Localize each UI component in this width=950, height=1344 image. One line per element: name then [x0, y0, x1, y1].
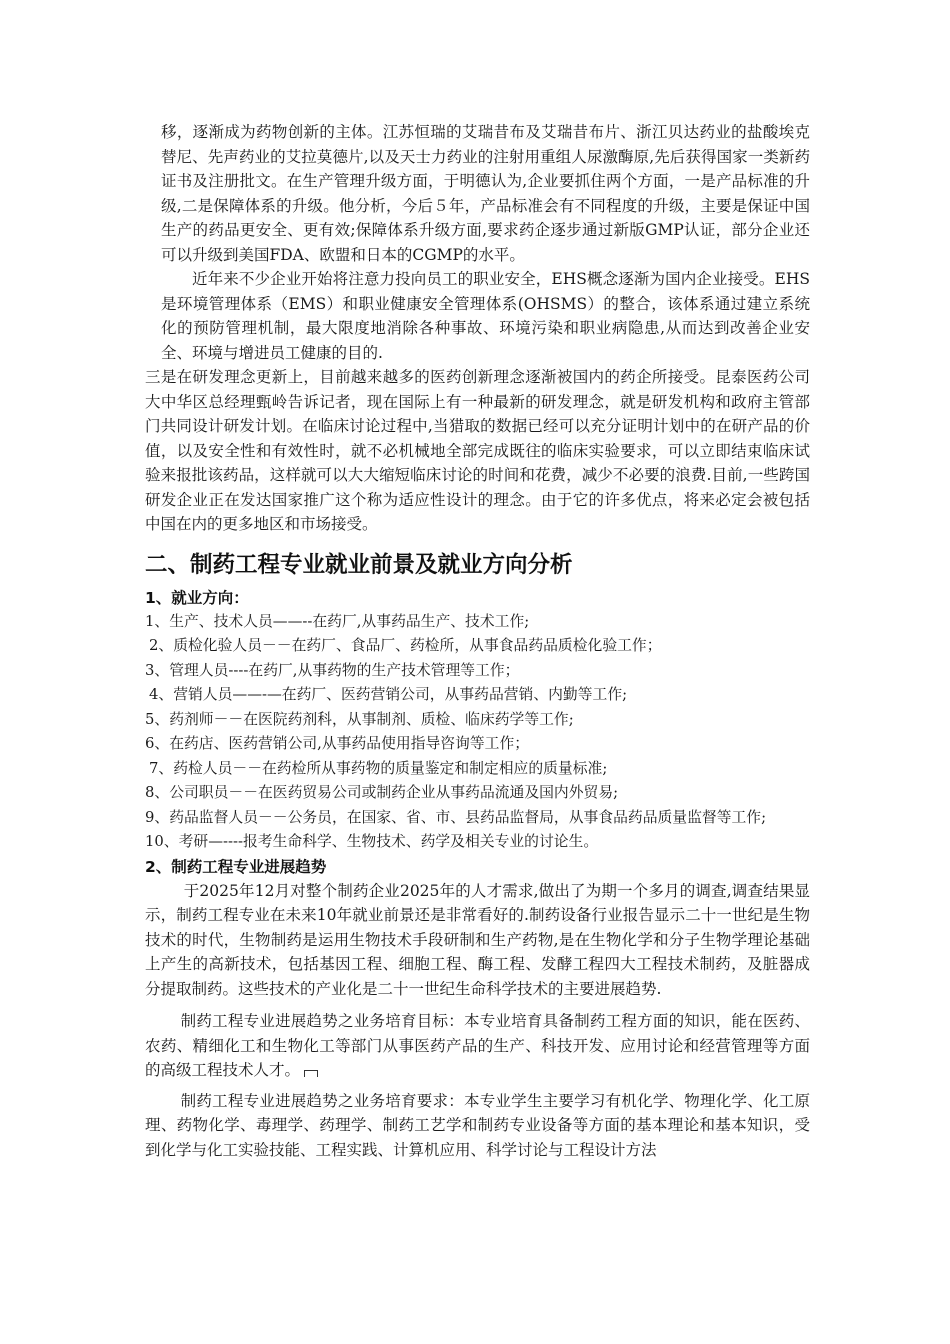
paragraph-training-goal: [145, 1009, 810, 1083]
subsection-title-development-trend: 2、制药工程专业进展趋势: [145, 857, 327, 876]
list-item: 1、生产、技术人员——--在药厂,从事药品生产、技术工作;: [145, 612, 530, 630]
subsection-title-career-directions: 1、就业方向：: [145, 588, 249, 607]
list-item: 4、营销人员——-—在药厂、医药营销公司，从事药品营销、内勤等工作;: [149, 686, 628, 703]
paragraph-talent-survey: 于2025年12月对整个制药企业2025年的人才需求,做出了为期一个多月的调查,调查结果显示，制药工程专业在未来10年就业前景还是非常看好的.制药设备行业报告显示二十一世纪是生物技术的时代，生物制药是运用生物技术手段研制和生产药物,是在生物化学和分子生物学理论基础上产生的高新技术，包括基因工程、细胞工程、酶工程、发酵工程四大工程技术制药，及脏器成分提取制药。这些技术的产业化是二十一世纪生命科学技术的主要进展趋势.: [145, 881, 810, 998]
list-item: 6、在药店、医药营销公司,从事药品使用指导咨询等工作；: [145, 735, 530, 752]
list-item: 8、公司职员－－在医药贸易公司或制药企业从事药品流通及国内外贸易;: [145, 784, 619, 801]
paragraph-ehs: 近年来不少企业开始将注意力投向员工的职业安全，EHS概念逐渐为国内企业接受。EHS是环境管理体系（EMS）和职业健康安全管理体系(OHSMS）的整合，该体系通过建立系统化的预防管理机制，最大限度地消除各种事故、环境污染和职业病隐患,从而达到改善企业安全、环境与增进员工健康的目的.: [161, 270, 810, 362]
paragraph-rnd-concept: 三是在研发理念更新上，目前越来越多的医药创新理念逐渐被国内的药企所接受。昆泰医药公司大中华区总经理甄岭告诉记者，现在国际上有一种最新的研发理念，就是研发机构和政府主管部门共同设计研发计划。在临床讨论过程中,当猎取的数据已经可以充分证明计划中的在研产品的价值，以及安全性和有效性时，就不必机械地全部完成既往的临床实验要求，可以立即结束临床试验来报批该药品，这样就可以大大缩短临床讨论的时间和花费，减少不必要的浪费.目前,一些跨国研发企业正在发达国家推广这个称为适应性设计的理念。由于它的许多优点，将来必定会被包括中国在内的更多地区和市场接受。: [145, 368, 810, 533]
list-item: 10、考研—----报考生命科学、生物技术、药学及相关专业的讨论生。: [145, 833, 599, 850]
list-item: 2、质检化验人员－－在药厂、食品厂、药检所，从事食品药品质检化验工作；: [149, 637, 662, 654]
section-title: 二、制药工程专业就业前景及就业方向分析: [145, 551, 573, 578]
list-item: 5、药剂师－－在医院药剂科，从事制剂、质检、临床药学等工作;: [145, 710, 574, 728]
paragraph-training-requirements: 制药工程专业进展趋势之业务培育要求：本专业学生主要学习有机化学、物理化学、化工原理、药物化学、毒理学、药理学、制药工艺学和制药专业设备等方面的基本理论和基本知识，受到化学与化工实验技能、工程实践、计算机应用、科学讨论与工程设计方法: [145, 1091, 810, 1159]
list-item: 7、药检人员－－在药检所从事药物的质量鉴定和制定相应的质量标准;: [149, 759, 608, 777]
list-item: 3、管理人员----在药厂,从事药物的生产技术管理等工作；: [145, 661, 520, 679]
career-list: [145, 610, 810, 855]
paragraph-drug-innovation: 移，逐渐成为药物创新的主体。江苏恒瑞的艾瑞昔布及艾瑞昔布片、浙江贝达药业的盐酸埃克替尼、先声药业的艾拉莫德片,以及天士力药业的注射用重组人尿激酶原,先后获得国家一类新药证书及注册批文。在生产管理升级方面，于明德认为,企业要抓住两个方面，一是产品标准的升级,二是保障体系的升级。他分析，今后５年，产品标准会有不同程度的升级，主要是保证中国生产的药品更安全、更有效;保障体系升级方面,要求药企逐步通过新版GMP认证，部分企业还可以升级到美国FDA、欧盟和日本的CGMP的水平。: [161, 123, 810, 264]
list-item: 9、药品监督人员－－公务员，在国家、省、市、县药品监督局，从事食品药品质量监督等工作;: [145, 808, 767, 826]
paragraph-training-goal-text: 制药工程专业进展趋势之业务培育目标：本专业培育具备制药工程方面的知识，能在医药、农药、精细化工和生物化工等部门从事医药产品的生产、科技开发、应用讨论和经营管理等方面的高级工程技术人才。: [145, 1012, 810, 1079]
formatting-mark-icon: [304, 1070, 318, 1077]
